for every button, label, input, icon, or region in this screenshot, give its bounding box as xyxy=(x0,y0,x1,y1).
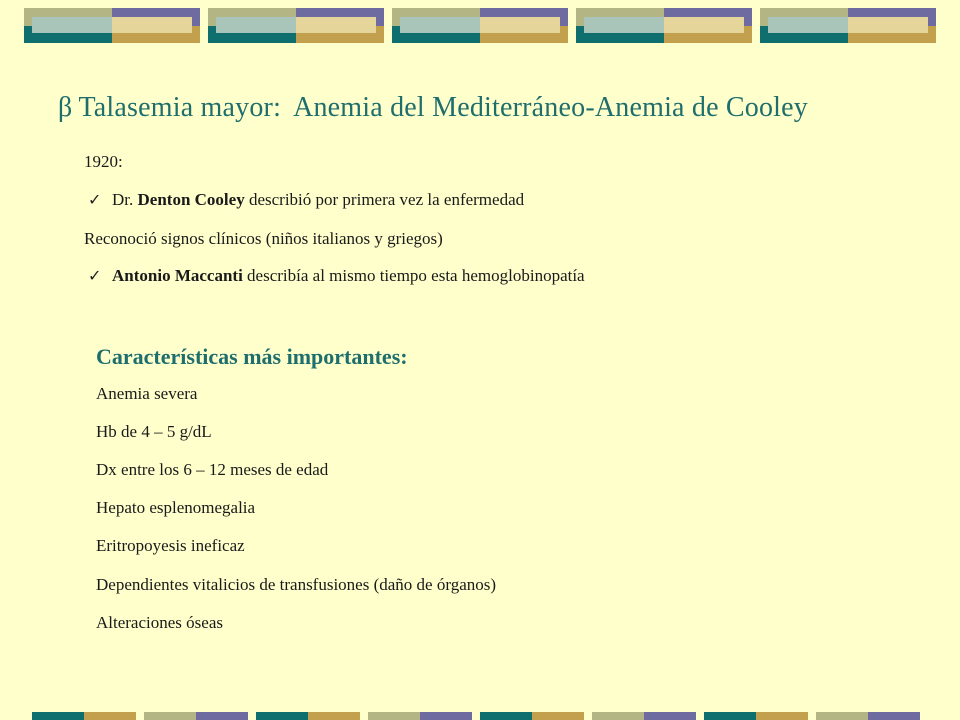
bottom-decorative-band xyxy=(0,712,960,720)
band-tile xyxy=(208,8,384,43)
top-decorative-band xyxy=(0,0,960,50)
characteristic-item: Anemia severa xyxy=(96,384,198,403)
check-icon: ✓ xyxy=(88,268,102,285)
characteristic-item: Hb de 4 – 5 g/dL xyxy=(96,422,212,441)
characteristic-item: Hepato esplenomegalia xyxy=(96,498,256,517)
history-item-cooley: ✓ Dr. Denton Cooley describió por primera vez la enfermedad xyxy=(88,190,525,209)
title-rest: Anemia del Mediterráneo-Anemia de Cooley xyxy=(293,92,808,123)
title-beta: β xyxy=(58,92,73,123)
check-icon: ✓ xyxy=(88,192,102,209)
history-line-signs: Reconoció signos clínicos (niños italianos y griegos) xyxy=(84,229,443,248)
characteristic-item: Eritropoyesis ineficaz xyxy=(96,536,245,555)
band-tile xyxy=(760,8,936,43)
band-tile xyxy=(24,8,200,43)
history-year: 1920: xyxy=(84,152,123,171)
characteristic-item: Dependientes vitalicios de transfusiones (daño de órganos) xyxy=(96,575,497,594)
characteristic-item: Alteraciones óseas xyxy=(96,613,223,632)
characteristics-heading: Características más importantes: xyxy=(96,344,408,369)
history-item-maccanti: ✓ Antonio Maccanti describía al mismo tiempo esta hemoglobinopatía xyxy=(88,266,585,285)
characteristic-item: Dx entre los 6 – 12 meses de edad xyxy=(96,460,329,479)
band-tile xyxy=(576,8,752,43)
slide-title xyxy=(58,92,938,124)
band-tile xyxy=(392,8,568,43)
title-main: Talasemia mayor: xyxy=(78,92,282,123)
